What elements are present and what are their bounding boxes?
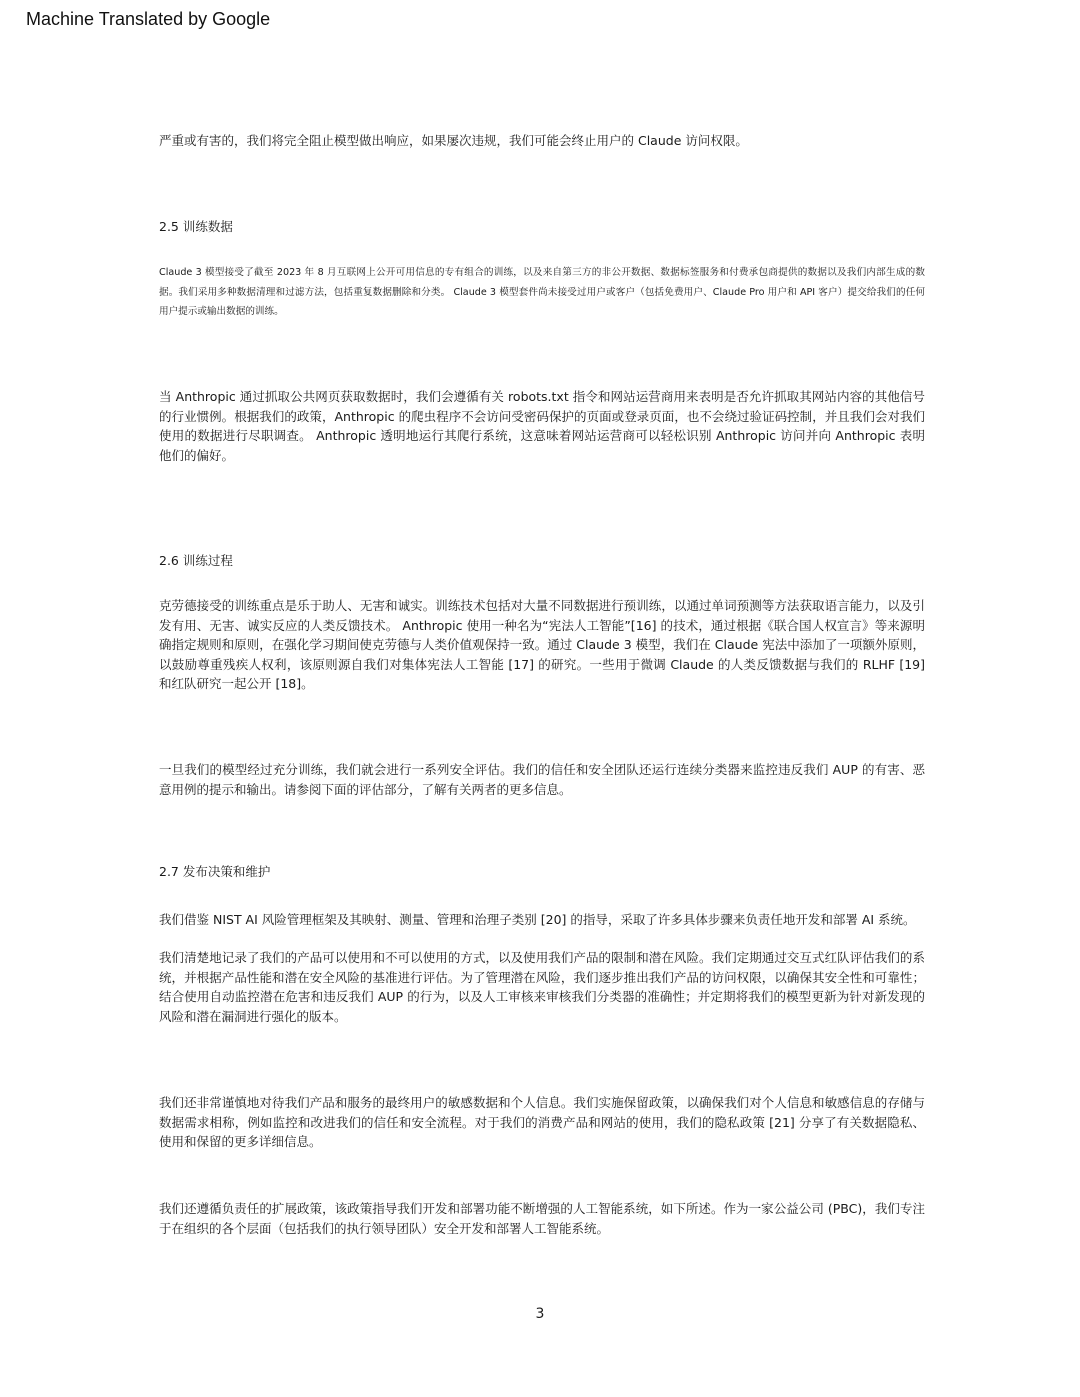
page-number: 3 <box>535 1306 545 1322</box>
paragraph-training-data: Claude 3 模型接受了截至 2023 年 8 月互联网上公开可用信息的专有组合的训练，以及来自第三方的非公开数据、数据标签服务和付费承包商提供的数据以及我们内部生成的数据。我们采用多种数据清理和过滤方法，包括重复数据删除和分类。 Claude 3 模型套件尚未接受过用户或客户（包括免费用户、Claude Pro 用户和 API 客户）提交给我们的任何用户提示或输出数据的训练。 <box>159 267 925 317</box>
section-heading-2-7: 2.7 发布决策和维护 <box>159 864 271 879</box>
machine-translation-banner: Machine Translated by Google <box>26 9 271 29</box>
section-heading-2-6: 2.6 训练过程 <box>159 553 233 568</box>
paragraph-safety-evaluations: 一旦我们的模型经过充分训练，我们就会进行一系列安全评估。我们的信任和安全团队还运行连续分类器来监控违反我们 AUP 的有害、恶意用例的提示和输出。请参阅下面的评估部分，了解有关两者的更多信息。 <box>159 762 925 797</box>
paragraph-training-process: 克劳德接受的训练重点是乐于助人、无害和诚实。训练技术包括对大量不同数据进行预训练，以通过单词预测等方法获取语言能力，以及引发有用、无害、诚实反应的人类反馈技术。 Anthropic 使用一种名为“宪法人工智能”[16] 的技术，通过根据《联合国人权宣言》等来源明确指定规则和原则，在强化学习期间使克劳德与人类价值观保持一致。通过 Claude 3 模型，我们在 Claude 宪法中添加了一项额外原则，以鼓励尊重残疾人权利，该原则源自我们对集体宪法人工智能 [17] 的研究。一些用于微调 Claude 的人类反馈数据与我们的 RLHF [19] 和红队研究一起公开 [18]。 <box>159 598 925 691</box>
section-heading-2-5: 2.5 训练数据 <box>159 219 233 234</box>
paragraph-web-crawling: 当 Anthropic 通过抓取公共网页获取数据时，我们会遵循有关 robots.txt 指令和网站运营商用来表明是否允许抓取其网站内容的其他信号的行业惯例。根据我们的政策，Anthropic 的爬虫程序不会访问受密码保护的页面或登录页面，也不会绕过验证码控制，并且我们会对我们使用的数据进行尽职调查。 Anthropic 透明地运行其爬行系统，这意味着网站运营商可以轻松识别 Anthropic 访问并向 Anthropic 表明他们的偏好。 <box>159 389 925 463</box>
paragraph-product-risks: 我们清楚地记录了我们的产品可以使用和不可以使用的方式，以及使用我们产品的限制和潜在风险。我们定期通过交互式红队评估我们的系统，并根据产品性能和潜在安全风险的基准进行评估。为了管理潜在风险，我们逐步推出我们产品的访问权限，以确保其安全性和可靠性；结合使用自动监控潜在危害和违反我们 AUP 的行为，以及人工审核来审核我们分类器的准确性；并定期将我们的模型更新为针对新发现的风险和潜在漏洞进行强化的版本。 <box>159 950 925 1024</box>
paragraph-privacy: 我们还非常谨慎地对待我们产品和服务的最终用户的敏感数据和个人信息。我们实施保留政策，以确保我们对个人信息和敏感信息的存储与数据需求相称，例如监控和改进我们的信任和安全流程。对于我们的消费产品和网站的使用，我们的隐私政策 [21] 分享了有关数据隐私、使用和保留的更多详细信息。 <box>159 1095 925 1149</box>
paragraph-continuation: 严重或有害的，我们将完全阻止模型做出响应，如果屡次违规，我们可能会终止用户的 Claude 访问权限。 <box>159 133 748 148</box>
paragraph-responsible-scaling: 我们还遵循负责任的扩展政策，该政策指导我们开发和部署功能不断增强的人工智能系统，如下所述。作为一家公益公司 (PBC)，我们专注于在组织的各个层面（包括我们的执行领导团队）安全开发和部署人工智能系统。 <box>159 1201 925 1236</box>
paragraph-nist-framework: 我们借鉴 NIST AI 风险管理框架及其映射、测量、管理和治理子类别 [20] 的指导，采取了许多具体步骤来负责任地开发和部署 AI 系统。 <box>159 912 916 927</box>
